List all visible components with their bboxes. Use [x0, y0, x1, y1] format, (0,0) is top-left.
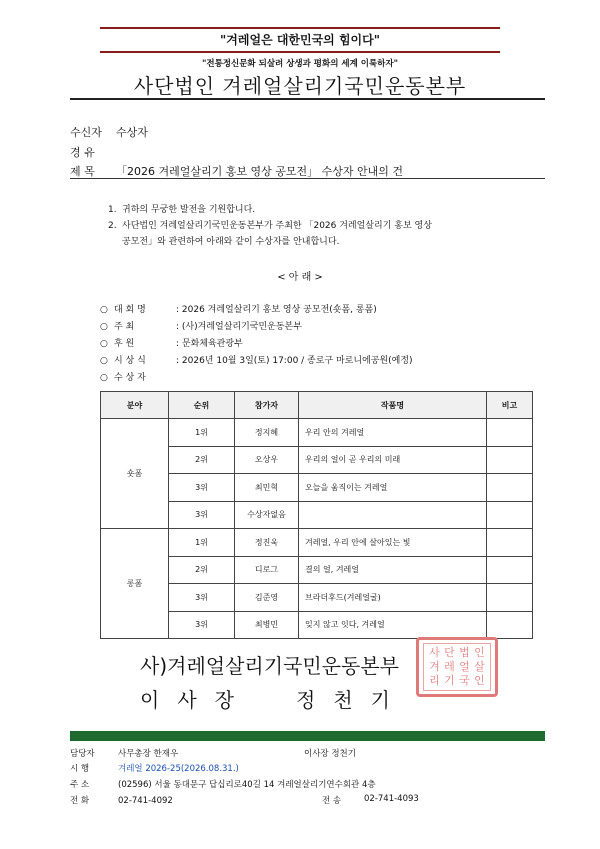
signature-role: 이사장	[140, 688, 252, 712]
recipient-value: 수상자	[116, 126, 148, 139]
info-winners	[100, 370, 176, 383]
address-value: (02596) 서울 동대문구 답십리로40길 14 겨레얼살리기연수회관 4층	[118, 780, 376, 790]
participant-cell: 정진욱	[235, 529, 299, 557]
paragraph-text: 귀하의 무궁한 발전을 기원합니다.	[122, 205, 256, 215]
seal-char: 법	[459, 646, 470, 659]
info-value: : 2026년 10월 3일(토) 17:00 / 종로구 마로니에공원(예정)	[176, 356, 413, 366]
seal-char: 사	[429, 646, 440, 659]
participant-cell: 정지혜	[235, 419, 299, 447]
table-row	[101, 529, 533, 557]
seal-char: 인	[474, 646, 485, 659]
paragraph-number: 1.	[108, 205, 117, 215]
participant-cell: 김준영	[235, 584, 299, 612]
info-contest-name	[100, 302, 377, 315]
participant-cell: 오상우	[235, 446, 299, 474]
paragraph-text: 공모전」와 관련하여 아래와 같이 수상자를 안내합니다.	[122, 237, 340, 247]
bullet-icon: ○	[100, 356, 108, 366]
footer-divider-bar	[70, 731, 545, 741]
participant-cell: 수상자없음	[235, 501, 299, 529]
note-cell	[487, 556, 533, 584]
recipient-row	[70, 124, 148, 140]
official-seal-icon	[416, 637, 498, 697]
rank-cell: 1위	[169, 419, 235, 447]
col-header-note: 비고	[487, 392, 533, 419]
info-value: : 2026 겨레얼살리기 홍보 영상 공모전(숏폼, 롱폼)	[176, 305, 377, 315]
rank-cell: 2위	[169, 556, 235, 584]
phone-value: 02-741-4092	[118, 796, 173, 806]
seal-char: 국	[459, 674, 470, 687]
note-cell	[487, 446, 533, 474]
footer-staff-row	[70, 747, 356, 759]
body-paragraph-1	[108, 202, 538, 218]
via-row	[70, 144, 116, 160]
phone-label: 전 화	[70, 796, 90, 806]
note-cell	[487, 611, 533, 639]
enforce-value: 겨레얼 2026-25(2026.08.31.)	[118, 764, 239, 774]
body-paragraph-2	[108, 218, 538, 234]
table-header-row	[101, 392, 533, 419]
body-paragraph-2-cont	[108, 234, 538, 250]
info-key: 대 회 명	[114, 305, 146, 315]
notice-heading: < 아 래 >	[277, 272, 323, 283]
seal-char: 레	[444, 660, 455, 673]
rank-cell: 3위	[169, 474, 235, 502]
note-cell	[487, 584, 533, 612]
paragraph-number: 2.	[108, 221, 117, 231]
category-cell: 숏폼	[101, 419, 169, 529]
subject-divider	[70, 178, 545, 179]
info-ceremony	[100, 353, 413, 366]
rank-cell: 1위	[169, 529, 235, 557]
work-cell: 우리의 얼이 곧 우리의 미래	[299, 446, 487, 474]
seal-char: 살	[474, 660, 485, 673]
col-header-category: 분야	[101, 392, 169, 419]
slogan-text: "겨레얼은 대한민국의 힘이다"	[220, 33, 380, 47]
footer-enforce-row	[70, 762, 239, 774]
info-host	[100, 319, 302, 332]
table-row	[101, 419, 533, 447]
col-header-work: 작품명	[299, 392, 487, 419]
subject-value: 「2026 겨레얼살리기 홍보 영상 공모전」 수상자 안내의 건	[116, 165, 403, 178]
seal-char: 겨	[429, 660, 440, 673]
via-label: 경 유	[70, 146, 95, 159]
info-key: 수 상 자	[114, 373, 146, 383]
staff-value: 사무총장 한재우	[118, 749, 179, 759]
slogan-banner	[100, 27, 500, 53]
bullet-icon: ○	[100, 373, 108, 383]
rank-cell: 3위	[169, 501, 235, 529]
work-cell: 결의 얼, 겨레얼	[299, 556, 487, 584]
work-cell: 오늘을 움직이는 겨레얼	[299, 474, 487, 502]
seal-char: 기	[444, 674, 455, 687]
winners-table	[100, 391, 533, 639]
signature-name: 정천기	[296, 688, 408, 712]
category-cell: 롱폼	[101, 529, 169, 639]
staff-label: 담당자	[70, 749, 95, 759]
approver: 이사장 정천기	[304, 749, 356, 759]
fax-value: 02-741-4093	[364, 794, 419, 804]
info-value: : (사)겨레얼살리기국민운동본부	[176, 322, 302, 332]
recipient-label: 수신자	[70, 126, 102, 139]
info-key: 주 최	[114, 322, 135, 332]
note-cell	[487, 419, 533, 447]
info-key: 시 상 식	[114, 356, 146, 366]
participant-cell: 최병민	[235, 611, 299, 639]
rank-cell: 3위	[169, 584, 235, 612]
participant-cell: 최민혁	[235, 474, 299, 502]
info-sponsor	[100, 336, 243, 349]
enforce-label: 시 행	[70, 764, 90, 774]
info-key: 후 원	[114, 339, 135, 349]
seal-char: 얼	[459, 660, 470, 673]
address-label: 주 소	[70, 780, 90, 790]
subject-row	[70, 163, 403, 179]
note-cell	[487, 501, 533, 529]
seal-char: 리	[429, 674, 440, 687]
rank-cell: 3위	[169, 611, 235, 639]
footer-phone-row	[70, 794, 545, 806]
org-title: 사단법인 겨레얼살리기국민운동본부	[133, 74, 467, 98]
fax-label: 전 송	[322, 796, 342, 806]
bullet-icon: ○	[100, 339, 108, 349]
work-cell	[299, 501, 487, 529]
seal-characters	[427, 646, 487, 688]
seal-char: 인	[474, 674, 485, 687]
bullet-icon: ○	[100, 322, 108, 332]
paragraph-text: 사단법인 겨레얼살리기국민운동본부가 주최한 「2026 겨레얼살리기 홍보 영상	[122, 221, 432, 231]
work-cell: 겨레얼, 우리 안에 살아있는 빛	[299, 529, 487, 557]
subject-label: 제 목	[70, 165, 95, 178]
work-cell: 잊지 않고 잇다, 겨레얼	[299, 611, 487, 639]
col-header-participant: 참가자	[235, 392, 299, 419]
bullet-icon: ○	[100, 305, 108, 315]
info-value: : 문화체육관광부	[176, 339, 243, 349]
note-cell	[487, 529, 533, 557]
sub-slogan: "전통정신문화 되살려 상생과 평화의 세계 이룩하자"	[201, 59, 399, 69]
col-header-rank: 순위	[169, 392, 235, 419]
rank-cell: 2위	[169, 446, 235, 474]
seal-char: 단	[444, 646, 455, 659]
footer-address-row	[70, 778, 376, 790]
signature-org: 사)겨레얼살리기국민운동본부	[140, 654, 399, 678]
title-divider	[70, 98, 545, 100]
work-cell: 우리 안의 겨레얼	[299, 419, 487, 447]
note-cell	[487, 474, 533, 502]
participant-cell: 디로그	[235, 556, 299, 584]
work-cell: 브라더후드(겨레얼굴)	[299, 584, 487, 612]
